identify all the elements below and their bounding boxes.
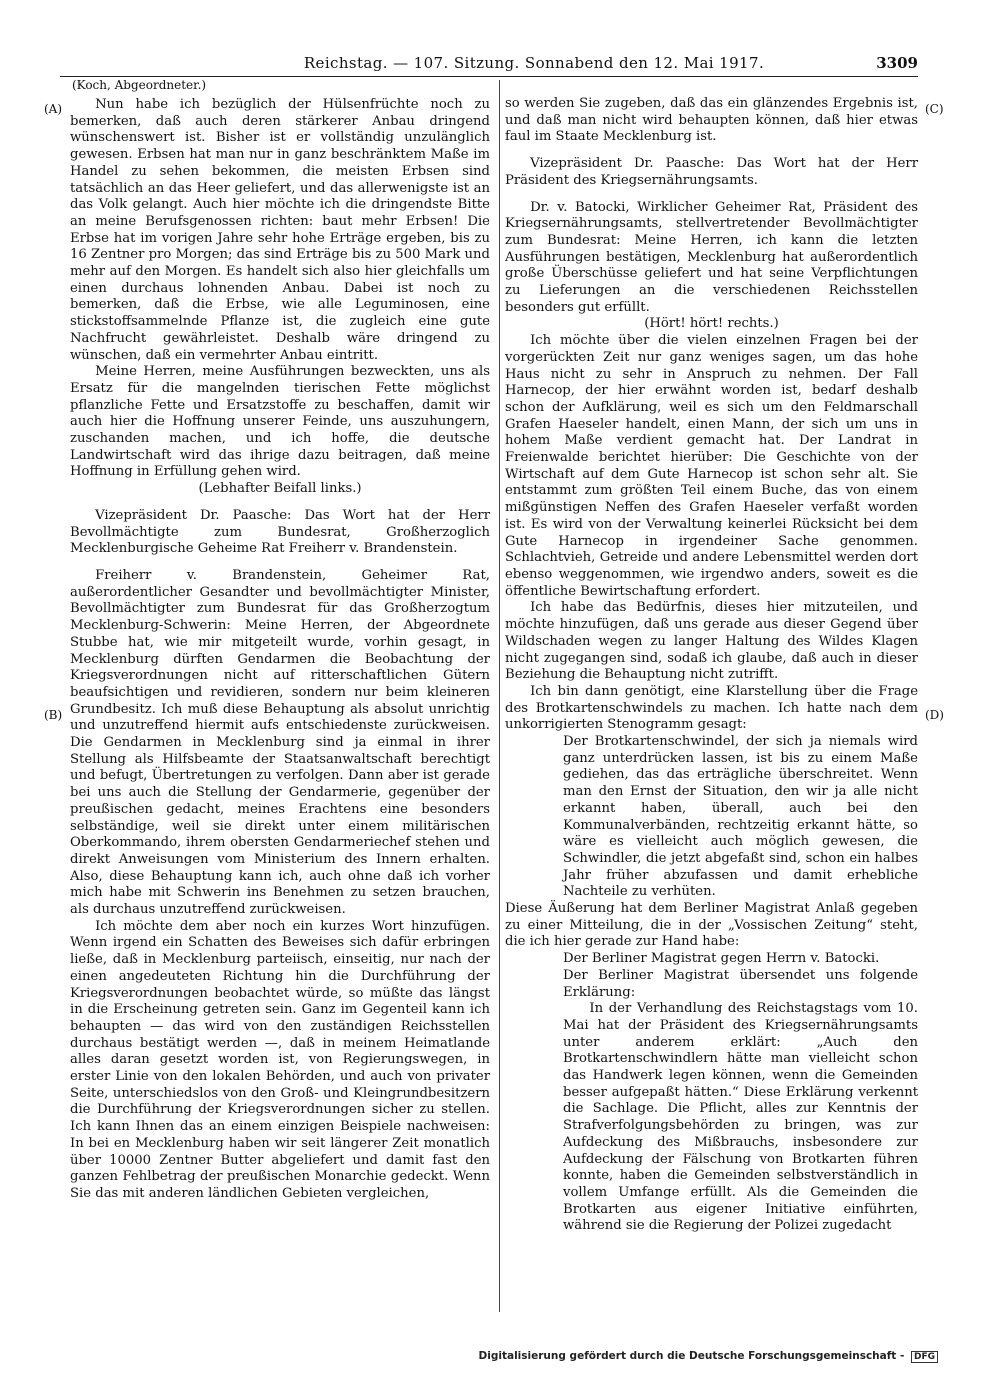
paragraph-hinzufuegen: Ich möchte dem aber noch ein kurzes Wort hinzufügen. Wenn irgend ein Schatten des Beweises sich dafür erbringen ließe, daß in Mecklenburg parteiisch, einseitig, nur nach der einen angedeuteten Richtung hin die Durchführung der Kriegsverordnungen beobachtet würde, so müßte das längst in die Erscheinung getreten sein. Ganz im Gegenteil kann ich behaupten — das wird von den zuständigen Reichsstellen durchaus bestätigt werden —, daß in meinem Heimatlande alles daran gesetzt worden ist, von Regierungswegen, in erster Linie von den lokalen Behörden, und auch von privater Seite, unterschiedslos von den Groß- und Kleingrundbesitzern die Durchführung der Kriegsverordnungen sicher zu stellen. Ich kann Ihnen das an einem einzigen Beispiele nachweisen: In bei en Mecklenburg haben wir seit längerer Zeit monatlich über 10000 Zentner Butter abgeliefert und damit fast den ganzen Fehlbetrag der preußischen Monarchie gedeckt. Wenn Sie das mit anderen ländlichen Gebieten vergleichen, <box>70 918 490 1201</box>
footer-credit <box>479 1350 938 1363</box>
paragraph-wildschaden: Ich habe das Bedürfnis, dieses hier mitzuteilen, und möchte hinzufügen, daß uns gerade aus dieser Gegend über Wildschaden wegen zu langer Haltung des Wildes Klagen nicht zugegangen sind, sodaß ich glaube, daß auch in dieser Beziehung die Behauptung nicht zutrifft. <box>505 600 918 683</box>
margin-mark-d: (D) <box>925 708 944 722</box>
quote-magistrat-headline: Der Berliner Magistrat gegen Herrn v. Batocki. <box>563 951 880 967</box>
quote-magistrat-intro: Der Berliner Magistrat übersendet uns folgende Erklärung: <box>563 967 918 1000</box>
paragraph-ausfuehrungen: Meine Herren, meine Ausführungen bezweckten, uns als Ersatz für die mangelnden tierischen Fette möglichst pflanzliche Fette und Ersatzstoffe zu beschaffen, damit wir auch hier die Hoffnung unserer Feinde, uns auszuhungern, zuschanden machen, und ich hoffe, die deutsche Landwirtschaft wird das ihrige dazu beitragen, daß meine Hoffnung in Erfüllung gehen wird. <box>70 364 490 480</box>
paragraph-huelsenfruechte: Nun habe ich bezüglich der Hülsenfrüchte noch zu bemerken, daß auch deren stärkerer Anbau dringend wünschenswert ist. Bisher ist er vollständig unzulänglich gewesen. Erbsen hat man nur in ganz beschränktem Maße im Handel zu sehen bekommen, die meisten Erbsen sind tatsächlich an das Heer geliefert, und das allerwenigste ist an das Volk gelangt. Auch hier möchte ich die dringendste Bitte an meine Berufsgenossen richten: baut mehr Erbsen! Die Erbse hat im vorigen Jahre sehr hohe Erträge ergeben, bis zu 16 Zentner pro Morgen; das sind Erträge bis zu 500 Mark und mehr auf den Morgen. Es handelt sich also hier gleichfalls um einen durchaus lohnenden Anbau. Dabei ist noch zu bemerken, daß die Erbse, wie alle Leguminosen, eine stickstoffsammelnde Pflanze ist, die zugleich eine gute Nachfrucht gewährleistet. Deshalb wäre dringend zu wünschen, daß ein vermehrter Anbau eintritt. <box>70 97 490 363</box>
running-header <box>60 54 918 76</box>
dfg-logo-icon: DFG <box>911 1351 938 1363</box>
paragraph-continuation: so werden Sie zugeben, daß das ein glänzendes Ergebnis ist, und daß man nicht wird behaupten können, daß hier etwas faul im Staate Mecklenburg ist. <box>505 96 918 145</box>
header-title: Reichstag. — 107. Sitzung. Sonnabend den 12. Mai 1917. <box>303 54 765 72</box>
column-divider <box>499 80 500 1312</box>
header-rule <box>60 76 918 77</box>
margin-mark-c: (C) <box>925 102 944 116</box>
left-column <box>70 97 490 1203</box>
paragraph-brandenstein: Freiherr v. Brandenstein, Geheimer Rat, außerordentlicher Gesandter und bevollmächtigter Minister, Bevollmächtigter zum Bundesrat für das Großherzogtum Mecklenburg-Schwerin: Meine Herren, der Abgeordnete Stubbe hat, wie mir mitgeteilt wurde, vorhin gesagt, in Mecklenburg dürften Gendarmen die Beobachtung der Kriegsverordnungen nicht auf ritterschaftlichen Gütern beaufsichtigen und revidieren, sondern nur beim kleineren Grundbesitz. Ich muß diese Behauptung als absolut unrichtig und unzutreffend hiermit aufs entschiedenste zurückweisen. Die Gendarmen in Mecklenburg sind ja einmal in ihrer Stellung als Hilfsbeamte der Staatsanwaltschaft berechtigt und befugt, Übertretungen zu verfolgen. Dann aber ist gerade bei uns auch die Stellung der Gendarmerie, gegenüber der preußischen gedacht, meines Erachtens eine besonders selbständige, weil sie direkt unter einem militärischen Oberkommando, ihrem obersten Gendarmeriechef stehen und direkt Anweisungen vom Ministerium des Innern erhalten. Also, diese Behauptung kann ich, auch ohne daß ich vorher mich habe mit Schwerin ins Benehmen zu setzen brauchen, als durchaus unzutreffend zurückweisen. <box>70 567 490 918</box>
paragraph-vizepraesident: Vizepräsident Dr. Paasche: Das Wort hat der Herr Bevollmächtigte zum Bundesrat, Großherzoglich Mecklenburgische Geheime Rat Freiherr v. Brandenstein. <box>70 507 490 557</box>
margin-mark-b: (B) <box>44 708 63 722</box>
paragraph-aeusserung: Diese Äußerung hat dem Berliner Magistrat Anlaß gegeben zu einer Mitteilung, die in der „Vossischen Zeitung“ steht, die ich hier gerade zur Hand habe: <box>505 901 918 950</box>
paragraph-vizepraesident-2: Vizepräsident Dr. Paasche: Das Wort hat der Herr Präsident des Kriegsernährungsamts. <box>505 156 918 188</box>
quote-magistrat-body: In der Verhandlung des Reichstagstags vom 10. Mai hat der Präsident des Kriegsernährungsamts unter anderem erklärt: „Auch den Brotkartenschwindlern hätte man vielleicht schon das Handwerk legen können, wenn die Gemeinden besser aufgepaßt hätten.“ Diese Erklärung verkennt die Sachlage. Die Pflicht, alles zur Kenntnis der Strafverfolgungsbehörden zu bringen, was zur Aufdeckung des Mißbrauchs, insbesondere zur Aufdeckung der Fälschung von Brotkarten führen konnte, haben die Gemeinden selbstverständlich in vollem Umfange erfüllt. Als die Gemeinden die Brotkarten aus eigener Initiative einführten, während sie die Regierung der Polizei zugedacht <box>563 1001 918 1234</box>
paragraph-batocki: Dr. v. Batocki, Wirklicher Geheimer Rat, Präsident des Kriegsernährungsamts, stellvertretender Bevollmächtigter zum Bundesrat: Meine Herren, ich kann die letzten Ausführungen bestätigen, Mecklenburg hat außerordentlich große Überschüsse geliefert und hat seine Verpflichtungen zu Lieferungen an die verschiedenen Reichsstellen besonders gut erfüllt. <box>505 199 918 315</box>
page-number: 3309 <box>876 54 918 72</box>
interjection-note: (Hört! hört! rechts.) <box>644 316 779 332</box>
footer-text: Digitalisierung gefördert durch die Deutsche Forschungsgemeinschaft - <box>478 1350 905 1362</box>
margin-mark-a: (A) <box>44 102 63 116</box>
paragraph-harnecop: Ich möchte über die vielen einzelnen Fragen bei der vorgerückten Zeit nur ganz weniges sagen, um das hohe Haus nicht zu sehr in Anspruch zu nehmen. Der Fall Harnecop, der hier erwähnt worden ist, bedarf deshalb schon der Aufklärung, weil es sich um den Feldmarschall Grafen Haeseler handelt, einen Mann, der sich um uns in hohem Maße verdient gemacht hat. Der Landrat in Freienwalde berichtet hierüber: Die Geschichte von der Wirtschaft auf dem Gute Harnecop ist schon sehr alt. Sie entstammt zum größten Teil einem Buche, das von einem mißgünstigen Neffen des Grafen Haeseler verfaßt worden ist. Es wird von der Verwaltung keinerlei Rücksicht bei dem Gute Harnecop in irgendeiner Sache genommen. Schlachtvieh, Getreide und andere Lebensmittel werden dort ebenso weggenommen, wie irgendwo anders, soweit es die öffentliche Bewirtschaftung erfordert. <box>505 333 918 599</box>
right-column <box>505 96 918 1235</box>
applause-note: (Lebhafter Beifall links.) <box>198 481 362 497</box>
quote-brotkartenschwindel: Der Brotkartenschwindel, der sich ja niemals wird ganz unterdrücken lassen, ist bis zu einem Maße gediehen, das das erträgliche überschreitet. Wenn man den Ernst der Situation, den wir ja alle nicht erkannt haben, überall, auch bei den Kommunalverbänden, rechtzeitig erkannt hätte, so wäre es vielleicht auch möglich gewesen, die Schwindler, die jetzt abgefaßt sind, schon ein halbes Jahr früher abzufassen und damit erhebliche Nachteile zu verhüten. <box>563 734 918 900</box>
speaker-note: (Koch, Abgeordneter.) <box>72 78 207 92</box>
paragraph-klarstellung: Ich bin dann genötigt, eine Klarstellung über die Frage des Brotkartenschwindels zu machen. Ich hatte nach dem unkorrigierten Stenogramm gesagt: <box>505 683 918 733</box>
